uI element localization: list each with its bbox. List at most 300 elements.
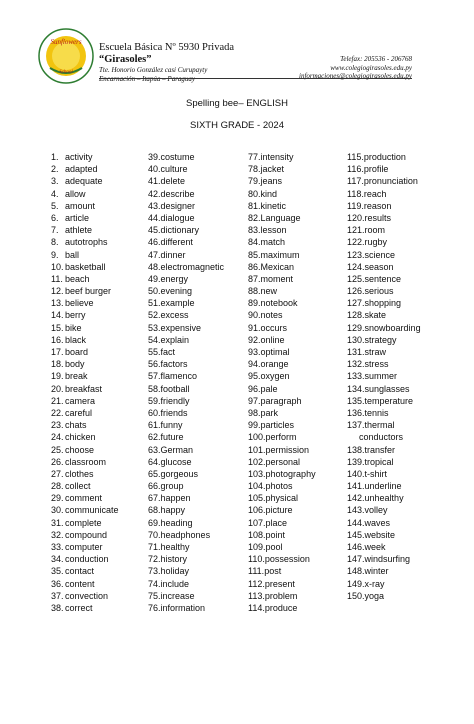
item-word: jacket [260, 164, 285, 175]
list-item [148, 456, 224, 468]
list-item [347, 541, 421, 553]
item-word: winter [364, 566, 389, 577]
item-number: 114. [248, 602, 265, 613]
list-item [248, 541, 316, 553]
list-item [148, 273, 224, 285]
list-item [347, 553, 421, 565]
list-item [248, 602, 316, 614]
item-word: temperature [364, 395, 414, 406]
list-item [51, 334, 119, 346]
item-word: break [65, 371, 88, 382]
item-number: 100. [248, 432, 266, 443]
list-item [347, 431, 421, 443]
list-item [51, 578, 119, 590]
item-word: tropical [364, 456, 394, 467]
item-word: happen [160, 493, 191, 504]
list-item [51, 517, 119, 529]
item-word: pool [265, 542, 283, 552]
item-number: 12. [51, 286, 64, 297]
item-number: 89. [248, 298, 261, 309]
item-number: 82. [248, 212, 261, 223]
item-number: 104. [248, 481, 266, 492]
list-item [51, 212, 119, 224]
list-item [347, 334, 421, 346]
item-number: 132. [347, 359, 365, 370]
list-item [51, 395, 119, 407]
item-word: computer [65, 542, 103, 552]
item-number: 26. [51, 456, 64, 467]
item-number: 8. [51, 237, 59, 248]
item-word: pale [260, 383, 278, 394]
list-item [51, 151, 119, 163]
item-word: contact [65, 566, 95, 577]
list-item [51, 261, 119, 273]
item-number: 148. [347, 566, 365, 577]
item-word: underline [364, 481, 402, 492]
item-word: include [160, 578, 190, 589]
list-item [347, 236, 421, 248]
item-word: kinetic [260, 200, 287, 211]
list-item [148, 431, 224, 443]
item-number: 27. [51, 468, 64, 479]
contact-info [299, 55, 412, 81]
item-number: 57. [148, 371, 161, 382]
item-word: beef burger [65, 286, 112, 297]
item-word: headphones [160, 529, 211, 540]
item-word: dictionary [160, 225, 200, 236]
list-item [51, 285, 119, 297]
list-item [248, 188, 316, 200]
item-word: production [363, 152, 406, 162]
item-number: 32. [51, 529, 64, 540]
item-word: notes [260, 310, 283, 321]
item-word: Language [260, 212, 301, 223]
list-item [148, 395, 224, 407]
item-number: 123. [347, 249, 365, 260]
item-number: 15. [51, 322, 64, 333]
item-word: transfer [364, 444, 396, 455]
item-word: body [65, 359, 85, 370]
item-number: 75. [148, 590, 161, 601]
item-number: 115. [347, 152, 364, 162]
item-number: 19. [51, 371, 64, 382]
item-number: 145. [347, 529, 365, 540]
item-word: clothes [65, 468, 94, 479]
item-number: 53. [148, 322, 161, 333]
item-word: particles [260, 420, 295, 431]
list-item [51, 431, 119, 443]
item-word: tennis [364, 407, 389, 418]
item-word: chicken [65, 432, 96, 443]
item-number: 122. [347, 237, 365, 248]
item-word: reach [363, 188, 387, 199]
item-number: 127. [347, 298, 365, 309]
item-number: 124. [347, 261, 365, 272]
item-word: friends [160, 407, 188, 418]
item-number: 74. [148, 578, 161, 589]
list-item [248, 370, 316, 382]
item-number: 35. [51, 566, 64, 577]
item-number: 23. [51, 420, 64, 431]
item-number: 55. [148, 347, 161, 357]
item-word: heading [160, 517, 193, 528]
list-item [148, 261, 224, 273]
item-word: lesson [260, 225, 287, 236]
item-word: paragraph [260, 395, 302, 406]
item-number: 50. [148, 286, 161, 297]
item-number: 54. [148, 334, 161, 345]
item-word: delete [160, 176, 186, 187]
item-number: 5. [51, 200, 59, 211]
item-number: 39. [148, 152, 161, 162]
list-item [51, 249, 119, 261]
list-item [347, 309, 421, 321]
item-word: designer [160, 200, 196, 211]
item-word: science [364, 249, 396, 260]
list-item [347, 578, 421, 590]
list-item [148, 602, 224, 614]
item-number: 125. [347, 273, 365, 284]
item-word: activity [65, 152, 93, 162]
item-number: 3. [51, 176, 59, 187]
item-word: t-shirt [364, 468, 388, 479]
list-item [51, 407, 119, 419]
item-number: 61. [148, 420, 161, 431]
list-item [248, 444, 316, 456]
list-item [51, 468, 119, 480]
list-item [347, 200, 421, 212]
item-word: shopping [364, 298, 402, 309]
item-word: park [260, 407, 279, 418]
item-number: 88. [248, 286, 261, 297]
item-word: dinner [160, 249, 186, 260]
page-title: Spelling bee– ENGLISH [186, 98, 288, 109]
item-number: 93. [248, 347, 261, 357]
item-word: website [364, 529, 396, 540]
list-item [148, 419, 224, 431]
item-word: complete [65, 517, 102, 528]
item-word: healthy [160, 542, 190, 552]
list-item [248, 480, 316, 492]
letterhead [0, 0, 474, 100]
list-item [148, 383, 224, 395]
list-item [148, 590, 224, 602]
item-number: 94. [248, 359, 261, 370]
list-item [51, 346, 119, 358]
item-word: communicate [65, 505, 119, 516]
list-item [51, 565, 119, 577]
item-number: 18. [51, 359, 64, 370]
item-word: room [364, 225, 386, 236]
list-item [248, 590, 316, 602]
item-number: 129. [347, 322, 365, 333]
item-number: 106. [248, 505, 266, 516]
list-item [248, 151, 316, 163]
item-word: pronunciation [363, 176, 418, 187]
item-number: 99. [248, 420, 261, 431]
list-item [248, 504, 316, 516]
item-word: online [260, 334, 285, 345]
item-number: 66. [148, 481, 161, 492]
item-word: strategy [364, 334, 397, 345]
item-number: 130. [347, 334, 365, 345]
item-word: post [264, 566, 282, 577]
item-word: physical [265, 493, 299, 504]
item-number: 25. [51, 444, 64, 455]
item-number: 116. [347, 164, 364, 175]
item-word: kind [260, 188, 278, 199]
item-word: comment [65, 493, 103, 504]
list-item [148, 565, 224, 577]
list-item [248, 456, 316, 468]
item-number: 102. [248, 456, 266, 467]
item-word: compound [65, 529, 108, 540]
list-item [148, 322, 224, 334]
item-word: sunglasses [364, 383, 410, 394]
item-number: 63. [148, 444, 161, 455]
item-number: 121. [347, 225, 365, 236]
list-item [248, 261, 316, 273]
list-item [248, 309, 316, 321]
item-number: 146. [347, 542, 365, 552]
item-word: unhealthy [364, 493, 404, 504]
list-item [347, 395, 421, 407]
item-word: permission [265, 444, 310, 455]
header-divider [99, 78, 412, 79]
item-number: 64. [148, 456, 161, 467]
item-number: 150. [347, 590, 365, 601]
list-item [347, 285, 421, 297]
school-address-line-1: Tte. Honorio González casi Curupayty [99, 66, 208, 74]
list-item [148, 188, 224, 200]
item-word: amount [65, 200, 96, 211]
list-item [51, 224, 119, 236]
item-number: 67. [148, 493, 161, 504]
list-item [148, 236, 224, 248]
item-word: camera [65, 395, 96, 406]
item-number: 138. [347, 444, 365, 455]
item-word: week [364, 542, 386, 552]
item-number: 95. [248, 371, 261, 382]
item-word: example [160, 298, 195, 309]
item-number: 20. [51, 383, 64, 394]
item-word: classroom [65, 456, 107, 467]
item-number: 110. [248, 554, 265, 565]
list-item [347, 419, 421, 431]
list-item [347, 249, 421, 261]
item-number: 17. [51, 347, 64, 357]
item-word: problem [264, 590, 298, 601]
item-word: place [265, 517, 288, 528]
item-number: 85. [248, 249, 261, 260]
item-number: 135. [347, 395, 365, 406]
item-word: flamenco [160, 371, 198, 382]
list-item [347, 492, 421, 504]
item-number: 28. [51, 481, 64, 492]
item-word: present [264, 578, 295, 589]
list-item [248, 297, 316, 309]
item-word: conduction [65, 554, 109, 565]
list-item [51, 504, 119, 516]
item-word: picture [265, 505, 293, 516]
item-word: volley [364, 505, 388, 516]
item-word: costume [160, 152, 195, 162]
list-item [51, 492, 119, 504]
list-item [347, 163, 421, 175]
item-word: different [160, 237, 193, 248]
item-word: serious [364, 286, 394, 297]
list-item [148, 541, 224, 553]
list-item [347, 175, 421, 187]
item-number: 120. [347, 212, 365, 223]
list-item [51, 322, 119, 334]
list-item [148, 517, 224, 529]
item-word: future [160, 432, 184, 443]
list-item [347, 407, 421, 419]
item-number: 40. [148, 164, 161, 175]
item-number: 119. [347, 200, 364, 211]
item-number: 37. [51, 590, 64, 601]
item-word: basketball [65, 261, 106, 272]
item-number: 44. [148, 212, 161, 223]
item-number: 59. [148, 395, 161, 406]
word-column-1 [51, 151, 119, 614]
item-word: point [265, 529, 286, 540]
item-word: x-ray [364, 578, 385, 589]
list-item [347, 188, 421, 200]
item-word: allow [65, 188, 86, 199]
item-word: season [364, 261, 394, 272]
item-number: 49. [148, 273, 161, 284]
item-word: believe [65, 298, 94, 309]
item-word: excess [160, 310, 189, 321]
item-word: explain [160, 334, 190, 345]
item-number: 108. [248, 529, 266, 540]
item-number: 34. [51, 554, 64, 565]
item-word: board [65, 347, 89, 357]
list-item [148, 212, 224, 224]
item-word: optimal [260, 347, 290, 357]
item-number: 90. [248, 310, 261, 321]
item-number: 38. [51, 602, 64, 613]
item-number: 71. [148, 542, 161, 552]
word-column-4 [347, 151, 421, 602]
item-number: 48. [148, 261, 161, 272]
item-word: chats [65, 420, 87, 431]
item-word: oxygen [260, 371, 290, 382]
item-number: 92. [248, 334, 261, 345]
page-subtitle: SIXTH GRADE - 2024 [190, 120, 284, 131]
item-word: German [160, 444, 194, 455]
item-number: 103. [248, 468, 266, 479]
list-item [347, 444, 421, 456]
list-item [248, 175, 316, 187]
item-word: occurs [260, 322, 288, 333]
item-word: orange [260, 359, 289, 370]
list-item [148, 468, 224, 480]
list-item [148, 358, 224, 370]
list-item [248, 407, 316, 419]
item-word: rugby [364, 237, 388, 248]
list-item [248, 200, 316, 212]
item-number: 97. [248, 395, 261, 406]
item-word: moment [260, 273, 294, 284]
item-number: 142. [347, 493, 365, 504]
list-item [51, 553, 119, 565]
list-item [347, 590, 421, 602]
list-item [248, 163, 316, 175]
item-number: 139. [347, 456, 365, 467]
item-word: football [160, 383, 190, 394]
item-number: 51. [148, 298, 161, 309]
list-item [148, 480, 224, 492]
item-number: 105. [248, 493, 266, 504]
item-word: bike [65, 322, 82, 333]
list-item [347, 468, 421, 480]
item-word: photography [265, 468, 316, 479]
list-item [248, 285, 316, 297]
list-item [51, 541, 119, 553]
item-number: 13. [51, 298, 64, 309]
item-number: 73. [148, 566, 161, 577]
website-text: www.colegiogirasoles.edu.py [330, 63, 412, 72]
item-word: notebook [260, 298, 298, 309]
item-number: 143. [347, 505, 365, 516]
item-number: 1. [51, 152, 59, 162]
list-item [148, 529, 224, 541]
item-word: produce [264, 602, 298, 613]
item-number: 131. [347, 347, 365, 357]
item-number: 68. [148, 505, 161, 516]
list-item [248, 529, 316, 541]
item-word: photos [265, 481, 293, 492]
item-number: 147. [347, 554, 365, 565]
item-word: expensive [160, 322, 202, 333]
item-number: 65. [148, 468, 161, 479]
list-item [148, 200, 224, 212]
item-word: stress [364, 359, 389, 370]
item-word: waves [364, 517, 391, 528]
item-number: 62. [148, 432, 161, 443]
item-number: 36. [51, 578, 64, 589]
item-word: convection [65, 590, 109, 601]
list-item [51, 309, 119, 321]
list-item [347, 273, 421, 285]
item-word: thermal [364, 420, 395, 431]
item-number: 149. [347, 578, 365, 589]
list-item [248, 322, 316, 334]
item-word: black [65, 334, 87, 345]
item-word: windsurfing [364, 554, 411, 565]
list-item [248, 565, 316, 577]
item-word: beach [65, 273, 90, 284]
item-number: 2. [51, 164, 59, 175]
item-number: 14. [51, 310, 64, 321]
list-item [347, 517, 421, 529]
item-word: glucose [160, 456, 192, 467]
item-number: 109. [248, 542, 266, 552]
list-item [51, 444, 119, 456]
list-item [248, 383, 316, 395]
word-column-3 [248, 151, 316, 614]
phone-number: Telefax: 205536 - 206768 [340, 55, 412, 63]
item-word: careful [65, 407, 93, 418]
item-number: 78. [248, 164, 261, 175]
list-item [248, 212, 316, 224]
list-item [51, 163, 119, 175]
item-word: profile [363, 164, 389, 175]
item-number: 21. [51, 395, 64, 406]
